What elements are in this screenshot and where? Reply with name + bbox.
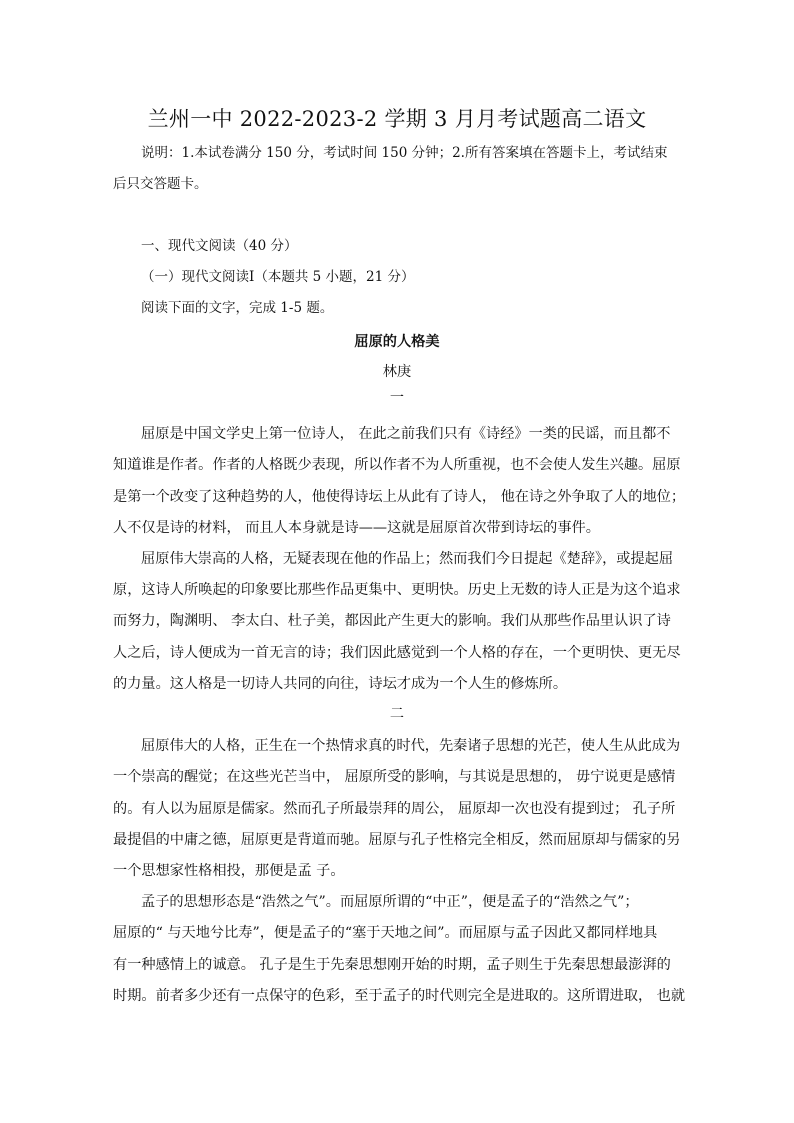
subsection-heading: （一）现代文阅读Ⅰ（本题共 5 小题，21 分）	[141, 269, 415, 285]
paragraph-line: 的力量。这人格是一切诗人共同的向往，诗坛才成为一个人生的修炼所。	[113, 676, 568, 692]
instructions-line-2: 后只交答题卡。	[113, 176, 208, 192]
paragraph-line: 一个思想家性格相投，那便是孟 子。	[113, 863, 345, 879]
paragraph-line: 原，这诗人所唤起的印象要比那些作品更集中、更明快。历史上无数的诗人正是为这个追求	[113, 582, 681, 598]
paragraph-line: 而努力，陶渊明、 李太白、杜子美，都因此产生更大的影响。我们从那些作品里认识了诗	[113, 613, 671, 629]
paragraph-line: 是第一个改变了这种趋势的人，他使得诗坛上从此有了诗人， 他在诗之外争取了人的地位；	[113, 489, 686, 505]
article-title: 屈原的人格美	[354, 334, 440, 350]
part-marker-two: 二	[389, 706, 405, 722]
paragraph-line: 的。有人以为屈原是儒家。然而孔子所最崇拜的周公， 屈原却一次也没有提到过； 孔子所	[113, 801, 676, 817]
paragraph-line: 屈原的“ 与天地兮比寿”，便是孟子的“塞于天地之间”。而屈原与孟子因此又都同样地具	[113, 925, 658, 941]
paragraph-line: 一个崇高的醒觉；在这些光芒当中， 屈原所受的影响，与其说是思想的， 毋宁说更是感情	[113, 769, 676, 785]
instructions-line-1: 说明：1.本试卷满分 150 分，考试时间 150 分钟；2.所有答案填在答题卡上，考试结束	[141, 145, 668, 161]
reading-prompt: 阅读下面的文字，完成 1-5 题。	[141, 300, 334, 316]
article-author: 林庚	[382, 364, 412, 380]
document-title: 兰州一中 2022-2023-2 学期 3 月月考试题高二语文	[147, 107, 647, 131]
paragraph-line: 屈原伟大崇高的人格，无疑表现在他的作品上；然而我们今日提起《楚辞》，或提起屈	[141, 551, 674, 567]
part-marker-one: 一	[389, 390, 405, 406]
paragraph-line: 屈原是中国文学史上第一位诗人， 在此之前我们只有《诗经》一类的民谣，而且都不	[141, 426, 671, 442]
paragraph-line: 人不仅是诗的材料， 而且人本身就是诗——这就是屈原首次带到诗坛的事件。	[113, 520, 600, 536]
paragraph-line: 有一种感情上的诚意。 孔子是生于先秦思想刚开始的时期，孟子则生于先秦思想最澎湃的	[113, 957, 671, 973]
paragraph-line: 最提倡的中庸之德，屈原更是背道而驰。屈原与孔子性格完全相反，然而屈原却与儒家的另	[113, 832, 681, 848]
section-heading: 一、现代文阅读（40 分）	[141, 238, 298, 254]
paragraph-line: 时期。前者多少还有一点保守的色彩，至于孟子的时代则完全是进取的。这所谓进取， 也就	[113, 988, 686, 1004]
paragraph-line: 知道谁是作者。作者的人格既少表现，所以作者不为人所重视，也不会使人发生兴趣。屈原	[113, 457, 681, 473]
paragraph-line: 屈原伟大的人格，正生在一个热情求真的时代，先秦诸子思想的光芒，使人生从此成为	[141, 738, 681, 754]
paragraph-line: 孟子的思想形态是“浩然之气”。而屈原所谓的“中正”，便是孟子的“浩然之气”；	[141, 894, 639, 910]
paragraph-line: 人之后，诗人便成为一首无言的诗；我们因此感觉到一个人格的存在，一个更明快、更无尽	[113, 645, 681, 661]
